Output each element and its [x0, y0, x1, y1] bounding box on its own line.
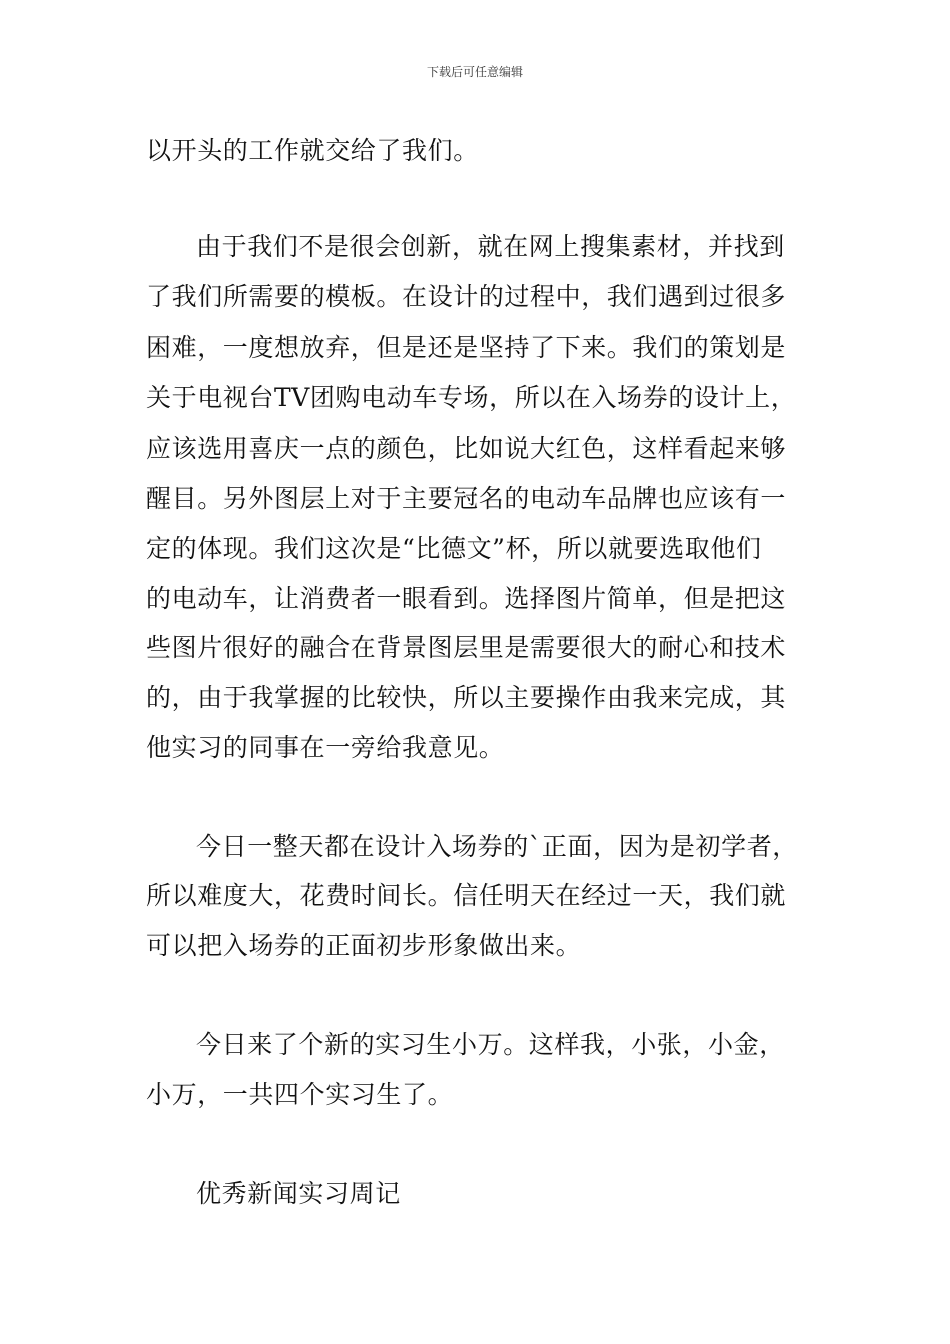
text-line: 由于我们不是很会创新，就在网上搜集素材，并找到 [196, 232, 785, 261]
text-line: 定的体现。我们这次是“比德文”杯，所以就要选取他们 [146, 534, 762, 563]
text-line: 今日来了个新的实习生小万。这样我，小张，小金， [196, 1030, 785, 1059]
text-line: 醒目。另外图层上对于主要冠名的电动车品牌也应该有一 [146, 484, 787, 513]
text-line: 关于电视台TV团购电动车专场，所以在入场券的设计上， [146, 383, 797, 412]
text-line: 今日一整天都在设计入场券的`正面，因为是初学者， [196, 832, 798, 861]
text-line: 所以难度大，花费时间长。信任明天在经过一天，我们就 [146, 881, 787, 910]
page-header: 下载后可任意编辑 [426, 65, 523, 79]
text-line: 小万，一共四个实习生了。 [146, 1080, 454, 1109]
section-heading: 优秀新闻实习周记 [196, 1179, 401, 1208]
text-line: 的电动车，让消费者一眼看到。选择图片简单，但是把这 [146, 584, 787, 613]
text-line: 些图片很好的融合在背景图层里是需要很大的耐心和技术 [146, 633, 787, 662]
text-line: 了我们所需要的模板。在设计的过程中，我们遇到过很多 [146, 282, 787, 311]
text-line: 可以把入场券的正面初步形象做出来。 [146, 931, 582, 960]
text-line: 的，由于我掌握的比较快，所以主要操作由我来完成，其 [146, 683, 787, 712]
text-line: 以开头的工作就交给了我们。 [146, 136, 479, 165]
text-line: 他实习的同事在一旁给我意见。 [146, 733, 505, 762]
text-line: 困难，一度想放弃，但是还是坚持了下来。我们的策划是 [146, 333, 787, 362]
text-line: 应该选用喜庆一点的颜色，比如说大红色，这样看起来够 [146, 434, 787, 463]
